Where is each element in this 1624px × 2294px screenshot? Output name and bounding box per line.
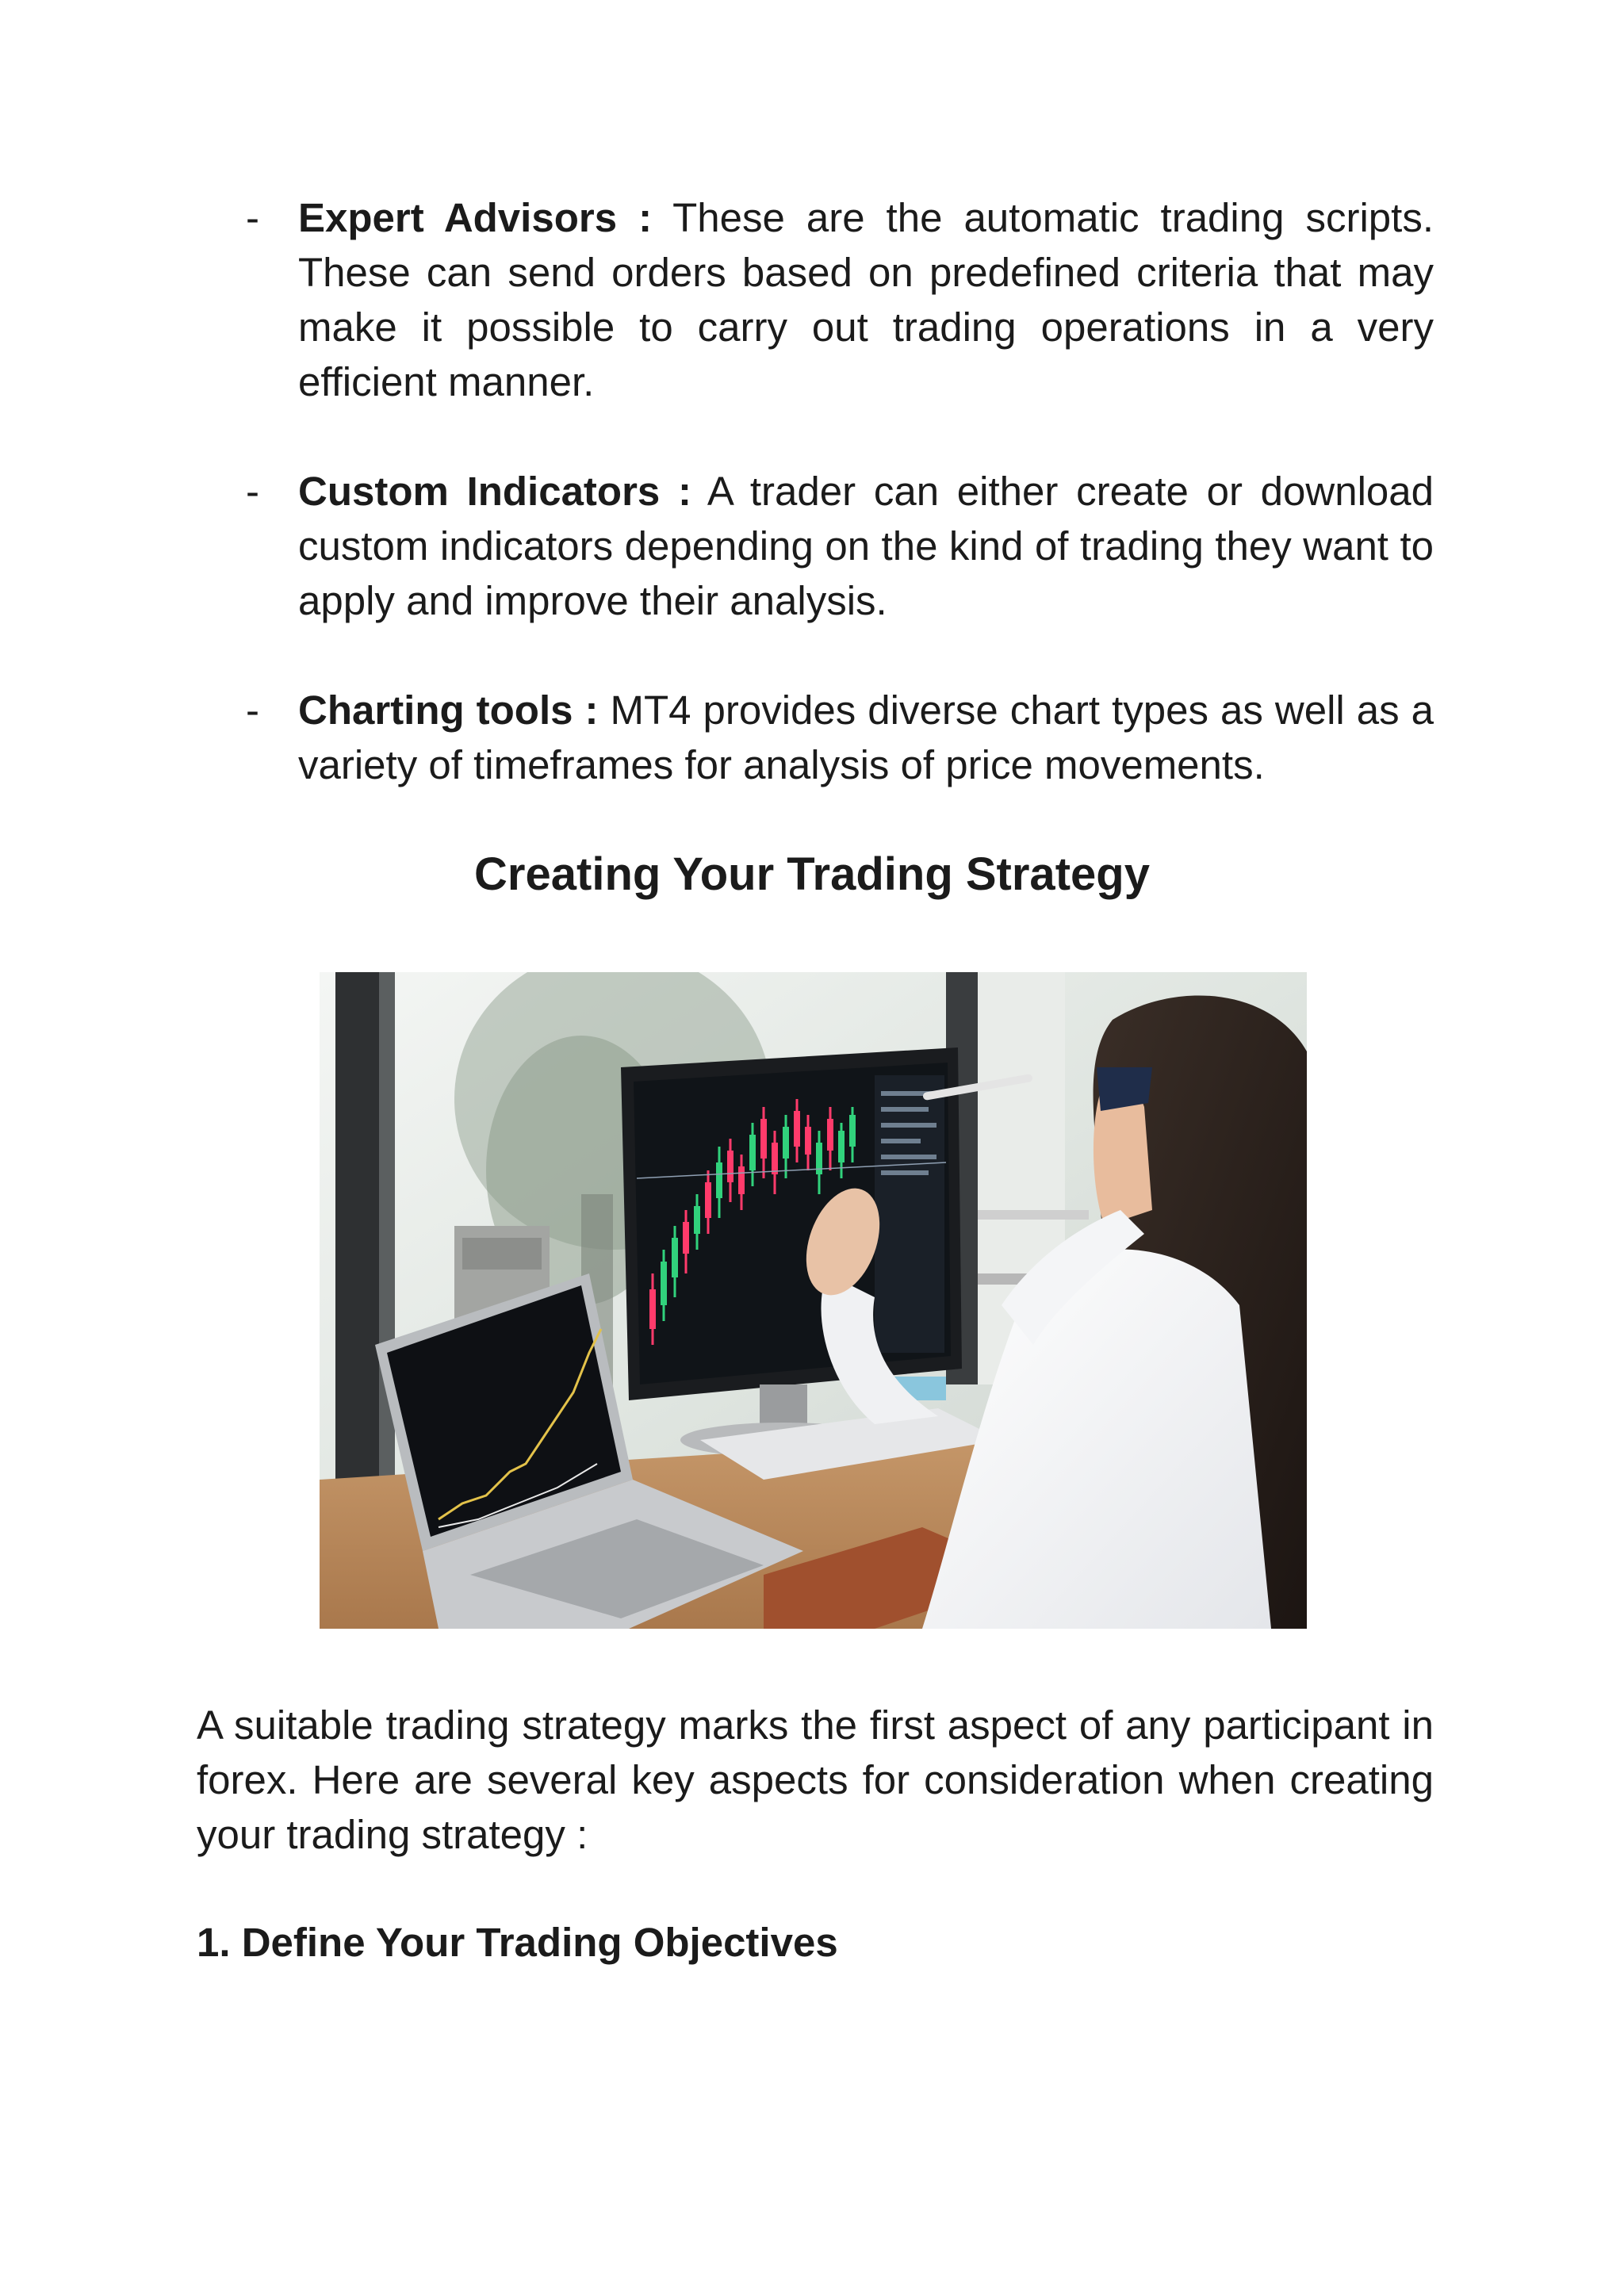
trading-photo	[320, 972, 1307, 1629]
list-item	[238, 683, 1434, 792]
section-heading: Creating Your Trading Strategy	[474, 848, 1150, 900]
list-dash: -	[246, 195, 259, 240]
list-dash: -	[246, 687, 259, 733]
list-item-text: A trader can either create or download custom indicators depending on the kind of trading they want to apply and improve their analysis.	[298, 469, 1434, 623]
list-item-text: These are the automatic trading scripts. These can send orders based on predefined criteria that may make it possible to carry out trading operations in a very efficient manner.	[298, 195, 1434, 404]
list-item-text: MT4 provides diverse chart types as well as a variety of timeframes for analysis of price movements.	[298, 687, 1434, 787]
list-item	[238, 190, 1434, 409]
intro-paragraph: A suitable trading strategy marks the first aspect of any participant in forex. Here are several key aspects for consideration when creating your trading strategy :	[197, 1702, 1434, 1857]
list-item-term: Custom Indicators :	[298, 469, 692, 514]
list-dash: -	[246, 469, 259, 514]
list-item-term: Charting tools :	[298, 687, 599, 733]
list-item	[238, 464, 1434, 628]
feature-list	[238, 190, 1434, 847]
list-item-term: Expert Advisors :	[298, 195, 653, 240]
subsection-title: 1. Define Your Trading Objectives	[197, 1920, 838, 1965]
